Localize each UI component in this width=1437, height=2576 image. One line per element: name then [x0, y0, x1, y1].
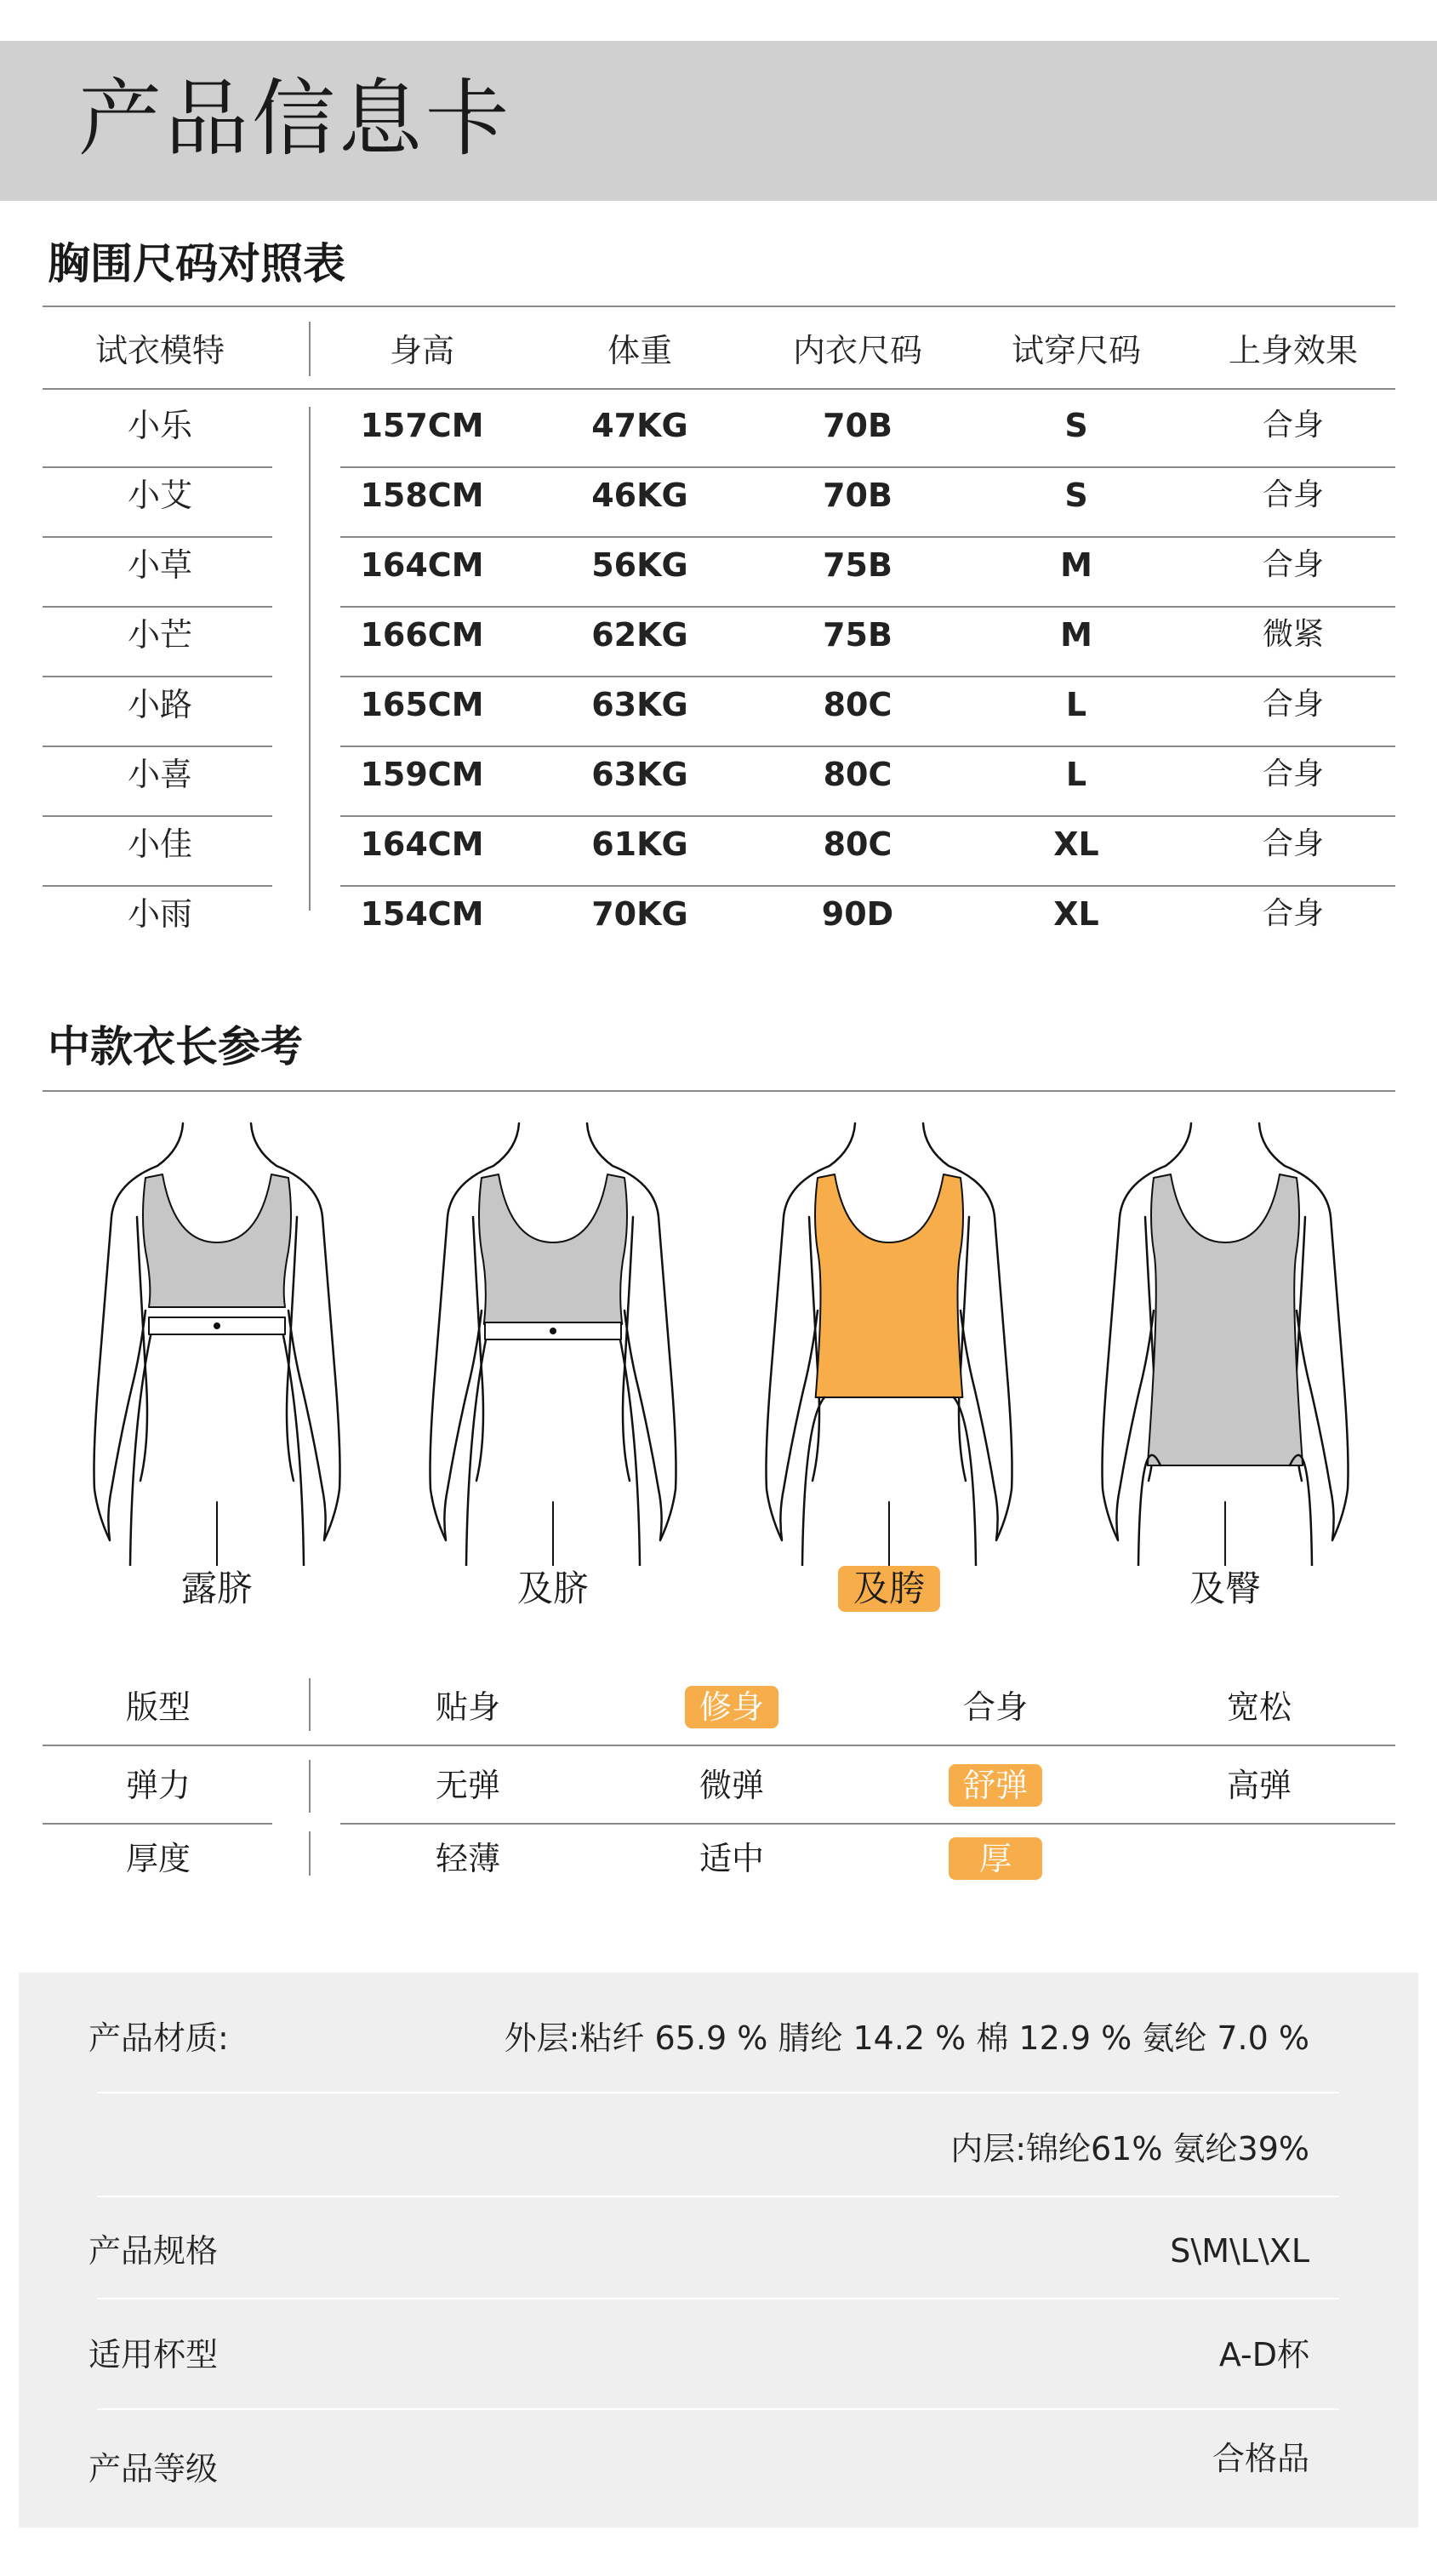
spec-label: 产品规格: [88, 2232, 219, 2270]
divider: [43, 1745, 1395, 1746]
table-cell: 63KG: [591, 686, 688, 723]
table-cell: 70B: [823, 477, 892, 514]
attribute-option[interactable]: 轻薄: [435, 1840, 500, 1877]
model-name: 小路: [127, 686, 192, 723]
attribute-option[interactable]: 舒弹: [949, 1764, 1042, 1807]
table-cell: 75B: [823, 546, 892, 584]
attribute-label: 版型: [125, 1688, 191, 1726]
table-cell: 166CM: [360, 616, 484, 654]
table-cell: 合身: [1262, 757, 1324, 791]
model-name: 小芒: [127, 616, 192, 654]
table-cell: 164CM: [360, 546, 484, 584]
divider: [340, 1823, 1395, 1825]
divider: [309, 1678, 311, 1731]
table-cell: 合身: [1262, 896, 1324, 931]
table-cell: 158CM: [360, 477, 484, 514]
length-option-label[interactable]: 及臀: [1189, 1568, 1261, 1609]
table-cell: 154CM: [360, 895, 484, 933]
table-cell: 80C: [823, 686, 892, 723]
attribute-option[interactable]: 合身: [962, 1688, 1028, 1726]
length-option-label[interactable]: 露脐: [180, 1568, 253, 1609]
table-cell: 63KG: [591, 756, 688, 793]
table-header-cell: 上身效果: [1228, 332, 1358, 369]
table-cell: XL: [1053, 895, 1099, 933]
table-cell: S: [1064, 477, 1088, 514]
length-option-label[interactable]: 及胯: [838, 1566, 940, 1612]
table-cell: 159CM: [360, 756, 484, 793]
table-cell: 157CM: [360, 407, 484, 444]
material-label: 产品材质:: [88, 2019, 229, 2057]
table-header-cell: 内衣尺码: [792, 332, 922, 369]
table-cell: 微紧: [1262, 617, 1324, 652]
table-cell: 90D: [821, 895, 894, 933]
table-cell: M: [1060, 546, 1092, 584]
attribute-label: 厚度: [125, 1840, 191, 1877]
attribute-option[interactable]: 微弹: [699, 1767, 764, 1804]
divider: [97, 2092, 1339, 2093]
table-cell: 62KG: [591, 616, 688, 654]
table-cell: 70KG: [591, 895, 688, 933]
table-cell: XL: [1053, 825, 1099, 863]
table-cell: 46KG: [591, 477, 688, 514]
table-cell: 合身: [1262, 687, 1324, 722]
divider: [309, 1831, 311, 1876]
attribute-option[interactable]: 高弹: [1226, 1767, 1292, 1804]
table-cell: 47KG: [591, 407, 688, 444]
divider: [97, 2298, 1339, 2299]
table-cell: 56KG: [591, 546, 688, 584]
attribute-option[interactable]: 贴身: [435, 1688, 500, 1726]
divider: [97, 2408, 1339, 2410]
cup-value: A-D杯: [1218, 2336, 1309, 2373]
divider: [97, 2196, 1339, 2197]
spec-value: S\M\L\XL: [1170, 2232, 1309, 2270]
table-cell: 合身: [1262, 408, 1324, 443]
table-cell: 70B: [823, 407, 892, 444]
table-cell: 165CM: [360, 686, 484, 723]
table-cell: 164CM: [360, 825, 484, 863]
table-cell: S: [1064, 407, 1088, 444]
table-cell: L: [1065, 686, 1087, 723]
attribute-label: 弹力: [125, 1767, 191, 1804]
divider: [309, 1760, 311, 1813]
grade-label: 产品等级: [88, 2450, 219, 2487]
table-header-cell: 身高: [389, 332, 454, 369]
table-header-cell: 试衣模特: [94, 332, 225, 369]
model-name: 小乐: [127, 407, 192, 444]
attribute-option[interactable]: 修身: [685, 1686, 778, 1728]
table-cell: 80C: [823, 825, 892, 863]
model-name: 小艾: [127, 477, 192, 514]
table-cell: 合身: [1262, 547, 1324, 582]
table-cell: M: [1060, 616, 1092, 654]
attribute-option[interactable]: 宽松: [1226, 1688, 1292, 1726]
length-option-label[interactable]: 及脐: [516, 1568, 589, 1609]
product-info-panel: [19, 1973, 1418, 2527]
attribute-option[interactable]: 厚: [949, 1837, 1042, 1880]
table-cell: 75B: [823, 616, 892, 654]
table-cell: 80C: [823, 756, 892, 793]
bust-table-title: 胸围尺码对照表: [48, 239, 345, 288]
table-header-cell: 试穿尺码: [1011, 332, 1141, 369]
material-outer-value: 外层:粘纤 65.9 % 腈纶 14.2 % 棉 12.9 % 氨纶 7.0 %: [504, 2019, 1309, 2057]
attribute-option[interactable]: 适中: [699, 1840, 764, 1877]
model-name: 小喜: [127, 756, 192, 793]
divider: [43, 1823, 272, 1825]
table-cell: 合身: [1262, 826, 1324, 861]
page-title: 产品信息卡: [78, 71, 513, 168]
table-cell: 合身: [1262, 477, 1324, 512]
cup-label: 适用杯型: [88, 2336, 219, 2373]
length-ref-title: 中款衣长参考: [48, 1022, 303, 1071]
table-cell: 61KG: [591, 825, 688, 863]
model-name: 小草: [127, 546, 192, 584]
grade-value: 合格品: [1212, 2440, 1309, 2477]
model-name: 小雨: [127, 895, 192, 933]
model-name: 小佳: [127, 825, 192, 863]
table-header-cell: 体重: [607, 332, 672, 369]
material-inner-value: 内层:锦纶61% 氨纶39%: [950, 2130, 1309, 2168]
table-cell: L: [1065, 756, 1087, 793]
attribute-option[interactable]: 无弹: [435, 1767, 500, 1804]
